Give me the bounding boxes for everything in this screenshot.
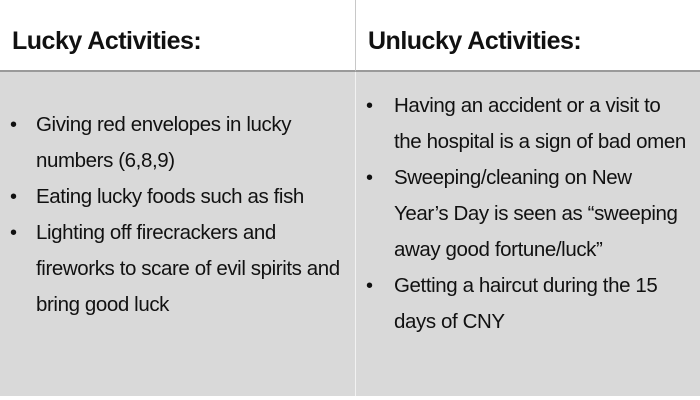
- lucky-activity-text: Eating lucky foods such as fish: [36, 185, 304, 208]
- unlucky-activity-text: Getting a haircut during the 15 days of CNY: [394, 274, 658, 333]
- lucky-activities-cell: [0, 72, 356, 400]
- lucky-activity-text: Giving red envelopes in lucky numbers (6,8,9): [36, 113, 292, 172]
- bullet-icon: •: [366, 167, 373, 189]
- lucky-header-cell: [0, 0, 356, 72]
- bullet-icon: •: [10, 186, 17, 208]
- lucky-activity-item: [8, 179, 345, 215]
- unlucky-activity-item: [364, 268, 690, 340]
- bullet-icon: •: [366, 275, 373, 297]
- unlucky-activity-text: Having an accident or a visit to the hospital is a sign of bad omen: [394, 94, 686, 153]
- unlucky-activities-heading: Unlucky Activities:: [368, 27, 582, 55]
- bottom-frame-edge: [0, 396, 700, 400]
- unlucky-activities-list: [364, 88, 690, 340]
- bullet-icon: •: [366, 95, 373, 117]
- lucky-activities-list: [8, 107, 345, 323]
- lucky-activity-text: Lighting off firecrackers and fireworks to scare of evil spirits and bring good luck: [36, 221, 340, 316]
- lucky-activity-item: [8, 215, 345, 323]
- bullet-icon: •: [10, 114, 17, 136]
- unlucky-activity-item: [364, 88, 690, 160]
- lucky-activities-heading: Lucky Activities:: [12, 27, 202, 55]
- unlucky-header-cell: [356, 0, 700, 72]
- unlucky-activity-text: Sweeping/cleaning on New Year’s Day is seen as “sweeping away good fortune/luck”: [394, 166, 678, 261]
- unlucky-activity-item: [364, 160, 690, 268]
- bullet-icon: •: [10, 222, 17, 244]
- lucky-activity-item: [8, 107, 345, 179]
- unlucky-activities-cell: [356, 72, 700, 400]
